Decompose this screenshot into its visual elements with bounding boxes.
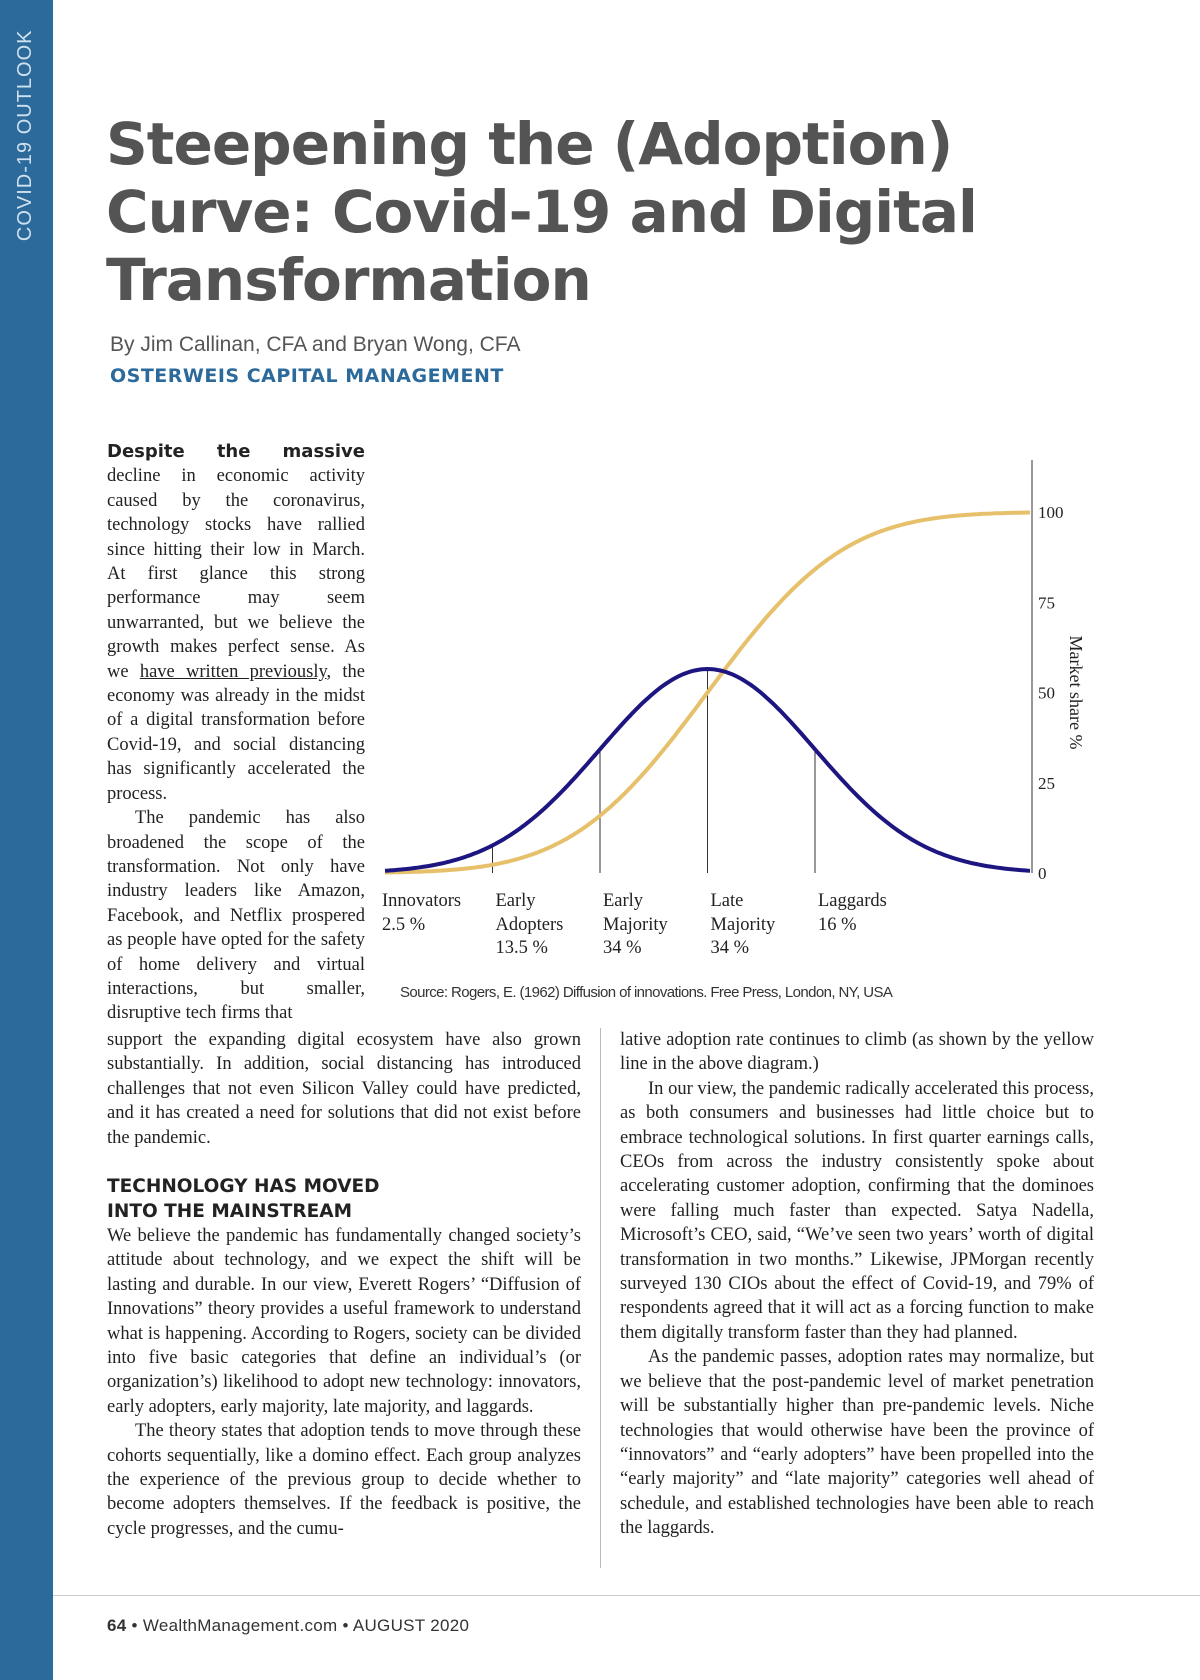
segment-label-line2: 16 % <box>818 914 857 935</box>
y-tick-label: 75 <box>1038 593 1055 613</box>
footer <box>107 1616 469 1636</box>
intro-paragraph-2-continued: support the expanding digital ecosystem have also grown substantially. In addition, social distancing has introduced challenges that not even Silicon Valley could have predicted, and it has created a need for solutions that did not exist before the pandemic. <box>107 1030 581 1148</box>
intro-text-a: decline in economic activity caused by the coronavirus, technology stocks have rallied since hitting their low in March. At first glance this strong performance may seem unwarranted, but we believe the growth makes perfect sense. As we <box>107 466 365 682</box>
byline: By Jim Callinan, CFA and Bryan Wong, CFA <box>110 333 521 356</box>
section-label-text: COVID-19 OUTLOOK <box>14 29 37 242</box>
intro-column <box>107 440 365 1026</box>
y-tick-label: 100 <box>1038 503 1064 522</box>
section-heading <box>107 1174 581 1224</box>
intro-text-b: , the economy was already in the midst of a digital transformation before Covid-19, and social distancing has significantly accelerated the process. <box>107 661 365 804</box>
article-title: Steepening the (Adoption) Curve: Covid-19 and Digital Transformation <box>106 110 977 314</box>
segment-label <box>382 890 461 937</box>
y-tick-label: 25 <box>1038 773 1055 793</box>
right-column <box>620 1028 1094 1541</box>
chart-source: Source: Rogers, E. (1962) Diffusion of innovations. Free Press, London, NY, USA <box>400 984 893 1001</box>
segment-label-line3: 34 % <box>710 938 750 958</box>
y-axis-label: Market share % <box>1066 635 1086 750</box>
previously-link[interactable]: have written previously <box>139 661 327 682</box>
segment-label-line2: 2.5 % <box>382 914 426 935</box>
section-heading-line-1: TECHNOLOGY HAS MOVED <box>107 1176 380 1197</box>
segment-label <box>496 890 564 961</box>
adoption-curve-chart <box>380 460 1100 980</box>
intro-paragraph-1 <box>107 440 365 806</box>
segment-label-line1: Early <box>495 891 536 911</box>
intro-paragraph-2: The pandemic has also broadened the scope of the transformation. Not only have industry leaders like Amazon, Facebook, and Netflix prospered as people have opted for the safety of home delivery and virtual interactions, but smaller, disruptive tech firms that <box>107 808 365 1024</box>
page-number: 64 <box>107 1616 127 1635</box>
section-heading-line-2: INTO THE MAINSTREAM <box>107 1201 352 1222</box>
sidebar-band <box>0 0 53 1680</box>
segment-label-line1: Laggards <box>818 891 887 911</box>
segment-label-line1: Late <box>710 891 744 911</box>
segment-label <box>711 890 776 961</box>
segment-label-line3: 34 % <box>603 938 642 958</box>
segment-label-line1: Early <box>603 891 644 911</box>
segment-label-line1: Innovators <box>382 891 462 911</box>
segment-label-line2: Majority <box>603 914 668 935</box>
footer-text: • WealthManagement.com • AUGUST 2020 <box>126 1616 470 1635</box>
segment-label <box>818 890 887 937</box>
right-paragraph-3: As the pandemic passes, adoption rates may normalize, but we believe that the post-pandemic level of market penetration will be substantially higher than pre-pandemic levels. Niche technologies that would otherwise have been the province of “innovators” and “early adopters” have been propelled into the “early majority” and “late majority” categories well ahead of schedule, and established technologies have been able to reach the laggards. <box>620 1347 1094 1539</box>
organization: OSTERWEIS CAPITAL MANAGEMENT <box>110 365 504 387</box>
left-column <box>107 1224 581 1541</box>
segment-label <box>603 890 668 961</box>
left-paragraph-1: We believe the pandemic has fundamentally changed society’s attitude about technology, and we expect the shift will be lasting and durable. In our view, Everett Rogers’ “Diffusion of Innovations” theory provides a useful framework to understand what is happening. According to Rogers, society can be divided into five basic categories that define an individual’s (or organization’s) likelihood to adopt new technology: innovators, early adopters, early majority, late majority, and laggards. <box>107 1226 581 1417</box>
lead-in: Despite the massive <box>107 441 365 462</box>
right-paragraph-2: In our view, the pandemic radically accelerated this process, as both consumers and businesses had little choice but to embrace technological solutions. In first quarter earnings calls, CEOs from across the industry consistently spoke about accelerating customer adoption, confirming that the dominoes were falling much faster than expected. Satya Nadella, Microsoft’s CEO, said, “We’ve seen two years’ worth of digital transformation in two months.” Likewise, JPMorgan recently surveyed 130 CIOs about the effect of Covid-19, and 79% of respondents agreed that it will act as a forcing function to make them digitally transform faster than they had planned. <box>620 1078 1094 1343</box>
right-paragraph-1: lative adoption rate continues to climb (as shown by the yellow line in the above diagram.) <box>620 1030 1094 1075</box>
left-paragraph-2: The theory states that adoption tends to move through these cohorts sequentially, like a domino effect. Each group analyzes the experience of the previous group to decide whether to become adopters themselves. If the feedback is positive, the cycle progresses, and the cumu- <box>107 1421 581 1539</box>
y-tick-label: 0 <box>1038 864 1047 883</box>
column-divider <box>600 1028 601 1568</box>
segment-label-line3: 13.5 % <box>495 938 548 958</box>
y-tick-label: 50 <box>1038 683 1055 703</box>
footer-rule <box>53 1595 1200 1596</box>
segment-label-line2: Adopters <box>495 914 564 935</box>
segment-label-line2: Majority <box>710 914 776 935</box>
